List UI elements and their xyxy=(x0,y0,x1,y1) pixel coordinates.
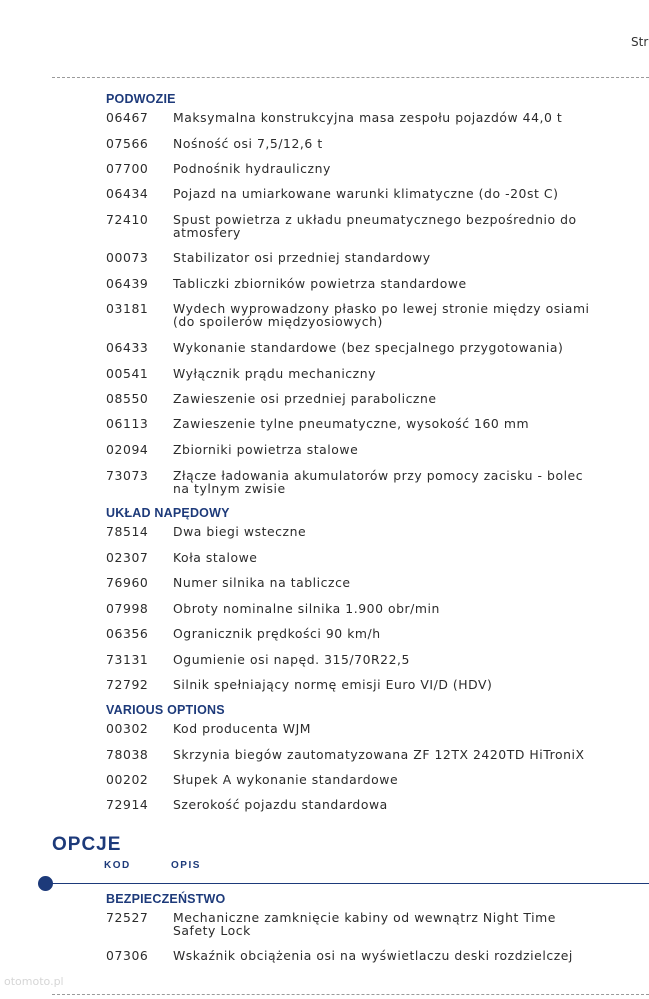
spec-description: Dwa biegi wsteczne xyxy=(173,524,307,539)
watermark: otomoto.pl xyxy=(4,975,64,988)
column-header-description: OPIS xyxy=(171,860,201,871)
spec-code: 00541 xyxy=(106,366,149,381)
spec-description: Mechaniczne zamknięcie kabiny od wewnątrz Night Time Safety Lock xyxy=(173,910,556,938)
spec-code: 73073 xyxy=(106,468,149,483)
spec-code: 72792 xyxy=(106,677,149,692)
spec-description: Wykonanie standardowe (bez specjalnego przygotowania) xyxy=(173,340,564,355)
spec-description: Ogranicznik prędkości 90 km/h xyxy=(173,626,381,641)
section-title-various-options: VARIOUS OPTIONS xyxy=(106,703,225,717)
spec-description: Wskaźnik obciążenia osi na wyświetlaczu deski rozdzielczej xyxy=(173,948,573,963)
options-heading: OPCJE xyxy=(52,834,122,855)
options-rule xyxy=(46,883,649,884)
spec-description: Koła stalowe xyxy=(173,550,258,565)
spec-code: 07306 xyxy=(106,948,149,963)
spec-code: 76960 xyxy=(106,575,149,590)
section-title-bezpieczenstwo: BEZPIECZEŃSTWO xyxy=(106,892,226,906)
spec-description: Tabliczki zbiorników powietrza standardowe xyxy=(173,276,467,291)
spec-code: 02094 xyxy=(106,442,149,457)
spec-description: Numer silnika na tabliczce xyxy=(173,575,351,590)
spec-code: 07998 xyxy=(106,601,149,616)
spec-description: Pojazd na umiarkowane warunki klimatyczne (do -20st C) xyxy=(173,186,559,201)
spec-code: 06434 xyxy=(106,186,149,201)
spec-code: 06467 xyxy=(106,110,149,125)
spec-code: 72410 xyxy=(106,212,149,227)
spec-description: Szerokość pojazdu standardowa xyxy=(173,797,388,812)
spec-code: 08550 xyxy=(106,391,149,406)
spec-description: Silnik spełniający normę emisji Euro VI/D (HDV) xyxy=(173,677,493,692)
bullet-dot-icon xyxy=(38,876,53,891)
spec-description: Zbiorniki powietrza stalowe xyxy=(173,442,359,457)
spec-code: 06113 xyxy=(106,416,149,431)
spec-code: 00073 xyxy=(106,250,149,265)
spec-description: Podnośnik hydrauliczny xyxy=(173,161,331,176)
spec-description: Stabilizator osi przedniej standardowy xyxy=(173,250,431,265)
spec-description: Wydech wyprowadzony płasko po lewej stronie między osiami (do spoilerów międzyosiowych) xyxy=(173,301,590,329)
spec-description: Wyłącznik prądu mechaniczny xyxy=(173,366,377,381)
spec-code: 00202 xyxy=(106,772,149,787)
spec-description: Zawieszenie osi przedniej paraboliczne xyxy=(173,391,437,406)
spec-description: Obroty nominalne silnika 1.900 obr/min xyxy=(173,601,440,616)
spec-description: Złącze ładowania akumulatorów przy pomocy zacisku - bolec na tylnym zwisie xyxy=(173,468,584,496)
spec-code: 72527 xyxy=(106,910,149,925)
spec-code: 06433 xyxy=(106,340,149,355)
section-title-uklad-napedowy: UKŁAD NAPĘDOWY xyxy=(106,506,230,520)
spec-code: 02307 xyxy=(106,550,149,565)
spec-code: 72914 xyxy=(106,797,149,812)
bottom-dashed-divider xyxy=(52,994,649,995)
spec-code: 78514 xyxy=(106,524,149,539)
spec-description: Zawieszenie tylne pneumatyczne, wysokość 160 mm xyxy=(173,416,530,431)
spec-description: Słupek A wykonanie standardowe xyxy=(173,772,399,787)
section-title-podwozie: PODWOZIE xyxy=(106,92,176,106)
spec-description: Kod producenta WJM xyxy=(173,721,312,736)
top-dashed-divider xyxy=(52,77,649,78)
spec-description: Ogumienie osi napęd. 315/70R22,5 xyxy=(173,652,410,667)
spec-description: Skrzynia biegów zautomatyzowana ZF 12TX 2420TD HiTroniX xyxy=(173,747,585,762)
spec-description: Maksymalna konstrukcyjna masa zespołu pojazdów 44,0 t xyxy=(173,110,563,125)
spec-code: 00302 xyxy=(106,721,149,736)
spec-description: Spust powietrza z układu pneumatycznego bezpośrednio do atmosfery xyxy=(173,212,577,240)
spec-code: 06356 xyxy=(106,626,149,641)
spec-code: 07700 xyxy=(106,161,149,176)
spec-code: 07566 xyxy=(106,136,149,151)
spec-description: Nośność osi 7,5/12,6 t xyxy=(173,136,323,151)
spec-code: 03181 xyxy=(106,301,149,316)
spec-code: 06439 xyxy=(106,276,149,291)
column-header-code: KOD xyxy=(104,860,131,871)
spec-code: 73131 xyxy=(106,652,149,667)
spec-code: 78038 xyxy=(106,747,149,762)
page-label: Str xyxy=(631,35,649,49)
